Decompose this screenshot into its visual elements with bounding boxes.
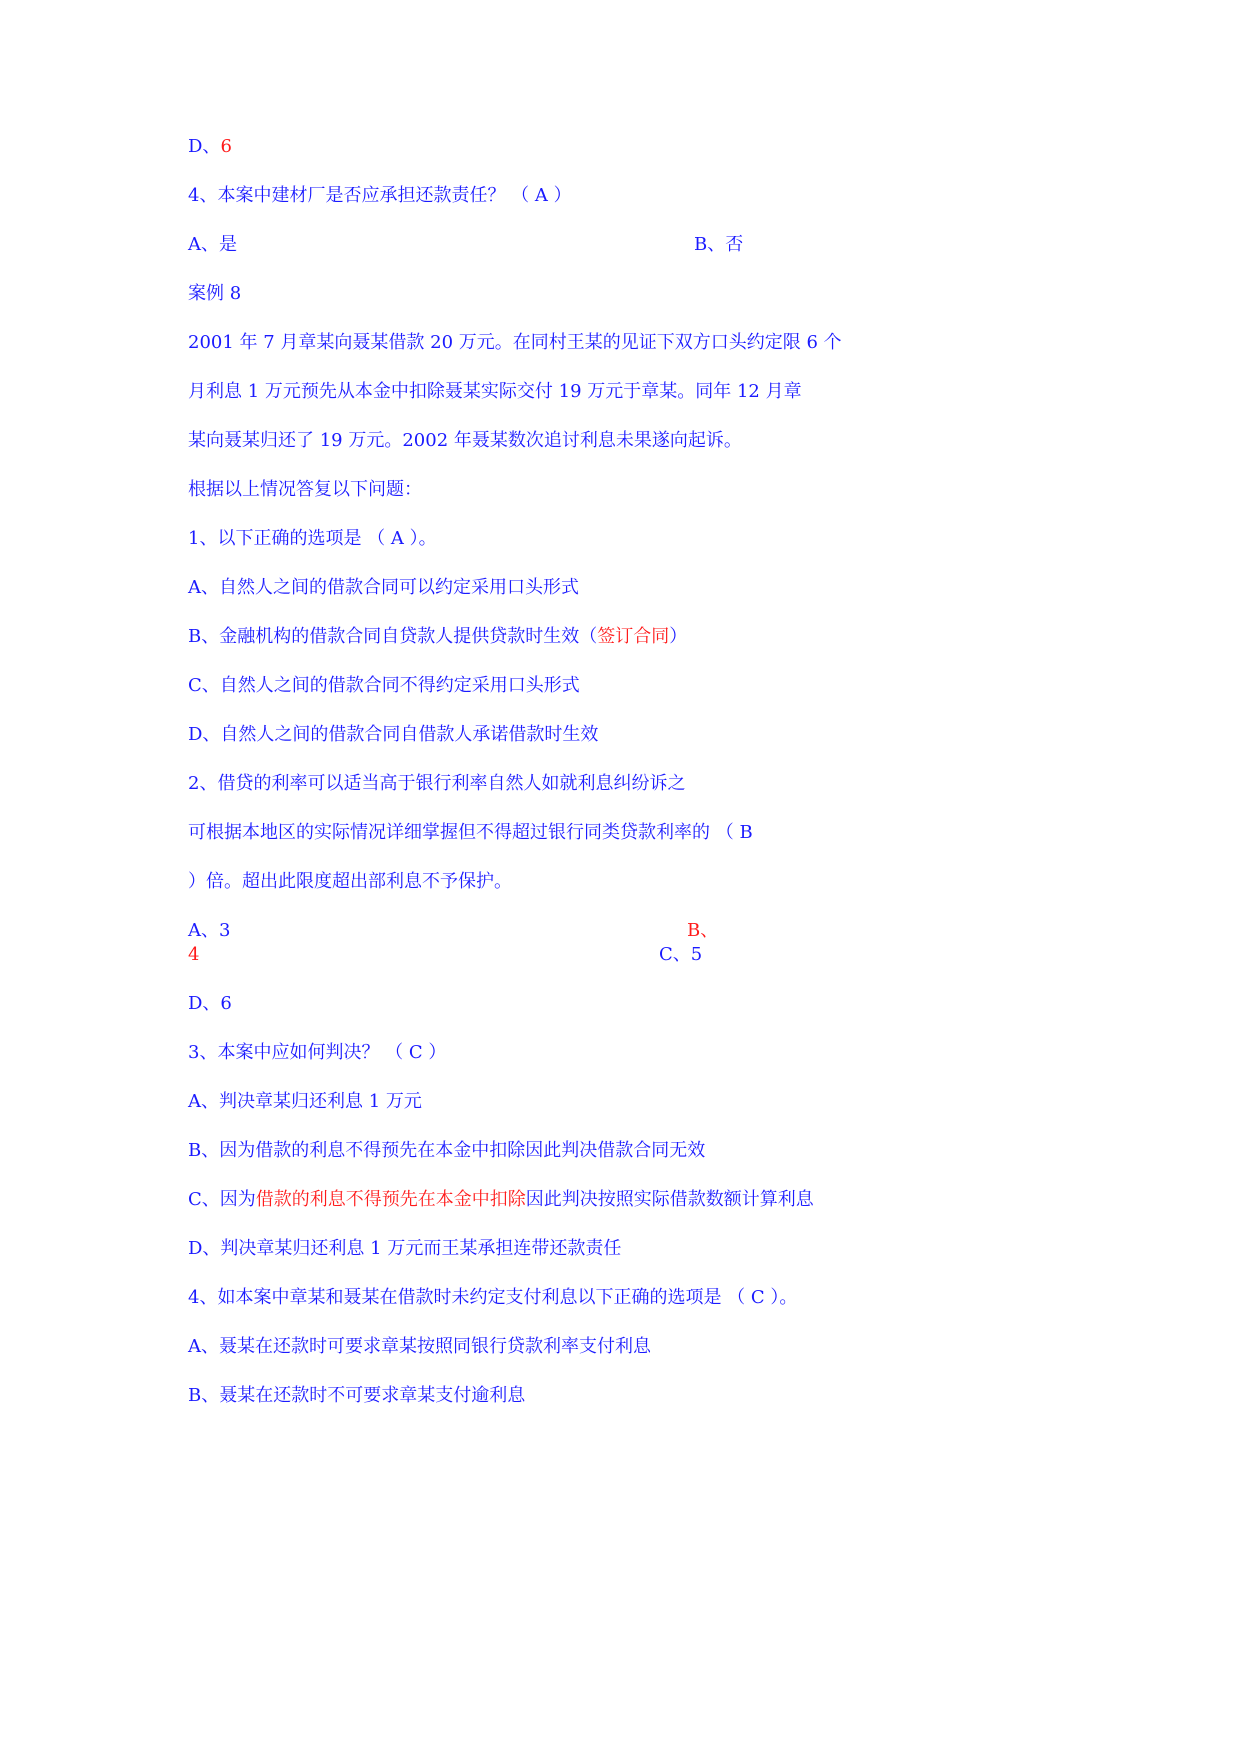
question-line: 可根据本地区的实际情况详细掌握但不得超过银行同类贷款利率的 （ B (188, 822, 753, 843)
option-text: ） (669, 626, 688, 647)
option-line: D、判决章某归还利息 1 万元而王某承担连带还款责任 (188, 1238, 622, 1259)
question-line: 4、如本案中章某和聂某在借款时未约定支付利息以下正确的选项是 （ C ）。 (188, 1287, 798, 1308)
question-line: 1、以下正确的选项是 （ A ）。 (188, 528, 437, 549)
answer-highlight: 借款的利息不得预先在本金中扣除 (255, 1189, 526, 1210)
case-heading: 案例 8 (188, 283, 242, 304)
question-line: 3、本案中应如何判决？ （ C ） (188, 1042, 447, 1063)
paragraph-line: 某向聂某归还了 19 万元。2002 年聂某数次追讨利息未果遂向起诉。 (188, 430, 742, 451)
option-line: B、聂某在还款时不可要求章某支付逾利息 (188, 1385, 526, 1406)
option-line: A、判决章某归还利息 1 万元 (188, 1091, 422, 1112)
option-line: C、自然人之间的借款合同不得约定采用口头形式 (188, 675, 580, 696)
option-line (188, 136, 232, 158)
option-line: C、5 (659, 944, 703, 965)
option-line: B、因为借款的利息不得预先在本金中扣除因此判决借款合同无效 (188, 1140, 706, 1161)
answer-highlight: 4 (188, 944, 200, 965)
answer-highlight: 6 (220, 136, 232, 157)
option-line: D、自然人之间的借款合同自借款人承诺借款时生效 (188, 724, 599, 745)
instruction-line: 根据以上情况答复以下问题： (188, 479, 422, 500)
question-line: 4、本案中建材厂是否应承担还款责任？ （ A ） (188, 185, 572, 206)
option-line: A、自然人之间的借款合同可以约定采用口头形式 (188, 577, 579, 598)
option-line: A、3 (188, 920, 231, 941)
option-text: B、金融机构的借款合同自贷款人提供贷款时生效（ (188, 626, 598, 647)
option-text: 因此判决按照实际借款数额计算利息 (525, 1189, 814, 1210)
option-line: A、聂某在还款时可要求章某按照同银行贷款利率支付利息 (188, 1336, 651, 1357)
option-prefix: D、 (188, 136, 221, 157)
answer-highlight: B、 (687, 920, 719, 941)
option-line: D、6 (188, 993, 232, 1014)
answer-highlight: 签订合同 (597, 626, 670, 647)
question-line: ）倍。超出此限度超出部利息不予保护。 (188, 871, 512, 892)
question-line: 2、借贷的利率可以适当高于银行利率自然人如就利息纠纷诉之 (188, 773, 686, 794)
option-line (188, 626, 687, 648)
option-line: B、否 (694, 234, 744, 255)
option-line: A、是 (188, 234, 237, 255)
paragraph-line: 月利息 1 万元预先从本金中扣除聂某实际交付 19 万元于章某。同年 12 月章 (188, 381, 802, 402)
paragraph-line: 2001 年 7 月章某向聂某借款 20 万元。在同村王某的见证下双方口头约定限 6 个 (188, 332, 842, 353)
option-text: C、因为 (188, 1189, 256, 1210)
option-line (188, 1189, 814, 1211)
